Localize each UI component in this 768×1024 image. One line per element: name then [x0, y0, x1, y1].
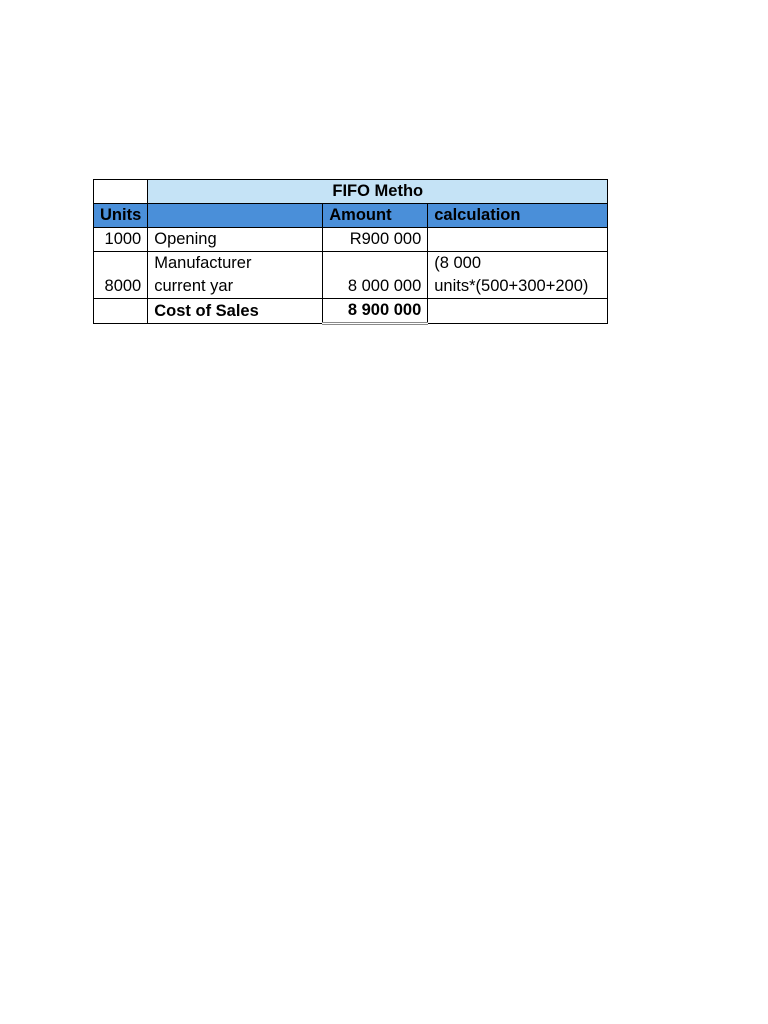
cell-amount[interactable]: 8 000 000 [323, 252, 428, 299]
header-calculation[interactable]: calculation [428, 204, 608, 228]
table-row-opening [94, 228, 608, 252]
cell-units[interactable]: 8000 [94, 252, 148, 299]
fifo-table [93, 179, 608, 325]
calculation-line-1: (8 000 [434, 254, 482, 272]
title-row [94, 180, 608, 204]
header-description[interactable] [148, 204, 323, 228]
table-row-manufactured [94, 252, 608, 299]
total-units[interactable] [94, 299, 148, 324]
cell-description[interactable] [148, 252, 323, 299]
calculation-line-2: units*(500+300+200) [434, 277, 589, 295]
header-units[interactable]: Units [94, 204, 148, 228]
table-title[interactable]: FIFO Metho [148, 180, 608, 204]
total-calculation[interactable] [428, 299, 608, 324]
total-description[interactable]: Cost of Sales [148, 299, 323, 324]
cell-description[interactable]: Opening [148, 228, 323, 252]
cell-calculation[interactable] [428, 228, 608, 252]
table-row-total [94, 299, 608, 324]
cell-amount[interactable]: R900 000 [323, 228, 428, 252]
cell-units[interactable]: 1000 [94, 228, 148, 252]
header-amount[interactable]: Amount [323, 204, 428, 228]
cell-calculation[interactable] [428, 252, 608, 299]
description-line-2: current yar [154, 277, 234, 295]
title-blank-cell[interactable] [94, 180, 148, 204]
description-line-1: Manufacturer [154, 254, 252, 272]
total-amount[interactable]: 8 900 000 [323, 299, 428, 324]
header-row [94, 204, 608, 228]
